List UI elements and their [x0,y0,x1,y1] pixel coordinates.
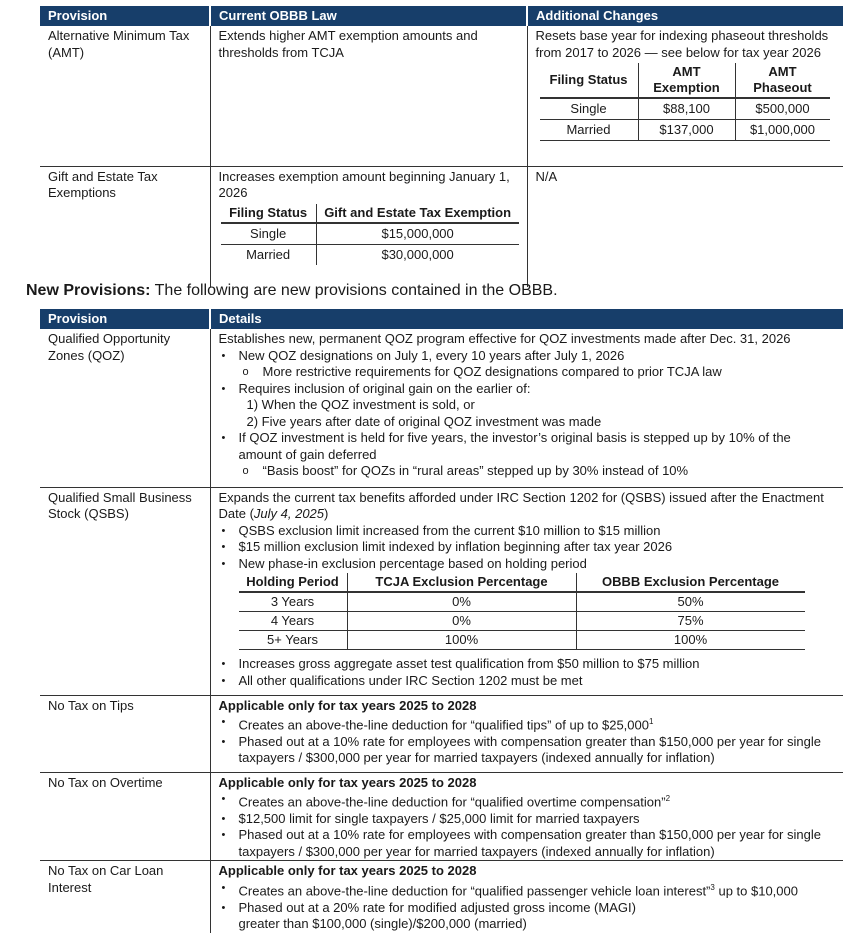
carloan-continuation: greater than $100,000 (single)/$200,000 (married) [238,916,527,932]
qsbs-sub-header-holding: Holding Period [239,573,348,592]
list-item: • $15 million exclusion limit indexed by inflation beginning after tax year 2026 [239,539,836,556]
col-header-additional-changes: Additional Changes [527,6,843,26]
gift-provision: Gift and Estate Tax Exemptions [48,168,158,200]
tips-heading: Applicable only for tax years 2025 to 2028 [218,697,477,713]
qoz-intro: Establishes new, permanent QOZ program effective for QOZ investments made after Dec. 31, 2026 [218,331,791,346]
amt-sub-header-phaseout: AMT Phaseout [735,63,830,98]
carloan-bullet-list [219,880,836,916]
gift-subtable-header [221,204,519,223]
qsbs-sub-cell: 5+ Years [239,631,348,650]
new-provisions-table [40,309,843,933]
qsbs-bullet-list-2 [219,656,836,689]
col-header-details: Details [210,309,843,329]
existing-provisions-table [40,6,843,287]
qoz-details [210,329,843,487]
numbered-item: 2) Five years after date of original QOZ investment was made [246,413,602,429]
amt-sub-cell: $137,000 [638,120,735,141]
sub-list-item: o More restrictive requirements for QOZ designations compared to prior TCJA law [263,364,836,381]
tips-details [210,695,843,772]
qsbs-sub-header-tcja: TCJA Exclusion Percentage [347,573,576,592]
qsbs-sub-cell: 100% [347,631,576,650]
qsbs-sub-cell: 0% [347,612,576,631]
amt-subtable [540,63,830,141]
numbered-item: 1) When the QOZ investment is sold, or [246,397,475,412]
amt-sub-row [540,98,830,120]
qsbs-sub-row [239,631,805,650]
amt-subtable-header [540,63,830,98]
list-item-text: If QOZ investment is held for five years, the investor’s original basis is stepped up by 10% of the amount of gain deferred [238,430,791,462]
list-item-text: Creates an above-the-line deduction for “qualified passenger vehicle loan interest” [238,883,711,899]
qsbs-sub-cell: 4 Years [239,612,348,631]
list-item [239,880,836,900]
list-item-text: New QOZ designations on July 1, every 10 years after July 1, 2026 [238,347,625,363]
list-item-text-rest: up to $10,000 [714,883,798,899]
tips-bullet-list [219,714,836,767]
qsbs-sub-row [239,592,805,612]
qsbs-intro-close: ) [324,506,329,521]
table-header-row [40,6,843,26]
amt-sub-row [540,120,830,141]
gift-sub-row [221,244,519,265]
list-item [239,714,836,734]
list-item-text: Phased out at a 20% rate for modified adjusted gross income (MAGI) [238,899,636,915]
overtime-details [210,772,843,861]
gift-sub-cell: Single [221,223,317,245]
qsbs-intro-text: Expands the current tax benefits afforded under IRC Section 1202 for (QSBS) issued after the Enactment Date ( [218,489,824,521]
overtime-heading: Applicable only for tax years 2025 to 2028 [218,774,477,790]
carloan-details [210,861,843,933]
list-item [239,381,836,431]
amt-additional [527,26,843,166]
table-row-car-loan [40,861,843,933]
gift-sub-cell: Married [221,244,317,265]
list-item: • QSBS exclusion limit increased from the current $10 million to $15 million [239,523,836,540]
qsbs-sub-cell: 50% [576,592,805,612]
qsbs-bullet-list [219,523,836,573]
sub-bullet-list [239,463,836,480]
amt-sub-header-filing: Filing Status [540,63,639,98]
gift-sub-row [221,223,519,245]
qsbs-sub-cell: 100% [576,631,805,650]
qsbs-intro [219,490,836,523]
qsbs-sub-cell: 0% [347,592,576,612]
list-item [239,348,836,381]
amt-additional-text: Resets base year for indexing phaseout thresholds from 2017 to 2026 — see below for tax year 2026 [535,28,829,60]
qsbs-sub-cell: 75% [576,612,805,631]
list-item-text: Creates an above-the-line deduction for “qualified tips” of up to $25,000 [238,717,649,733]
qsbs-sub-header-obbb: OBBB Exclusion Percentage [576,573,805,592]
list-item-text: Requires inclusion of original gain on the earlier of: [238,380,531,396]
list-item-text: Creates an above-the-line deduction for “qualified overtime compensation” [238,794,666,810]
carloan-heading: Applicable only for tax years 2025 to 2028 [218,863,477,879]
amt-sub-cell: $88,100 [638,98,735,120]
qsbs-provision: Qualified Small Business Stock (QSBS) [40,487,210,695]
section-title-bold: New Provisions: [26,282,151,299]
gift-sub-header-filing: Filing Status [221,204,317,223]
qoz-bullet-list [219,348,836,480]
footnote-marker: 2 [665,794,671,803]
gift-subtable [221,204,519,265]
gift-current-text: Increases exemption amount beginning January 1, 2026 [218,168,510,200]
amt-sub-cell: Single [540,98,639,120]
gift-sub-header-exemption: Gift and Estate Tax Exemption [316,204,518,223]
amt-sub-cell: Married [540,120,639,141]
section-title-text: The following are new provisions contained in the OBBB. [150,282,558,299]
gift-additional: N/A [527,166,843,287]
gift-sub-cell: $30,000,000 [316,244,518,265]
list-item: • Increases gross aggregate asset test qualification from $50 million to $75 million [239,656,836,673]
table-row-overtime [40,772,843,861]
list-item [239,900,836,917]
list-item: • $12,500 limit for single taxpayers / $25,000 limit for married taxpayers [239,811,836,828]
qsbs-details [210,487,843,695]
qsbs-sub-cell: 3 Years [239,592,348,612]
qsbs-subtable-header [239,573,805,592]
section-title [26,281,558,301]
table-row-gift-estate [40,166,843,287]
col-header-provision: Provision [40,6,210,26]
qsbs-enactment-date: July 4, 2025 [253,506,325,521]
qoz-provision: Qualified Opportunity Zones (QOZ) [40,329,210,487]
amt-provision: Alternative Minimum Tax (AMT) [40,26,210,166]
col-header-current-law: Current OBBB Law [210,6,527,26]
gift-current [210,166,527,287]
overtime-provision: No Tax on Overtime [40,772,210,861]
footnote-marker: 3 [710,882,715,892]
amt-sub-header-exemption: AMT Exemption [638,63,735,98]
table-row-qoz [40,329,843,487]
list-item: • All other qualifications under IRC Section 1202 must be met [239,673,836,690]
table-header-row [40,309,843,329]
list-item [239,430,836,480]
carloan-provision: No Tax on Car Loan Interest [48,863,164,895]
tips-provision: No Tax on Tips [40,695,210,772]
col-header-provision: Provision [40,309,210,329]
amt-sub-cell: $1,000,000 [735,120,830,141]
table-row-qsbs [40,487,843,695]
list-item [239,791,836,811]
overtime-bullet-list [219,791,836,860]
amt-sub-cell: $500,000 [735,98,830,120]
table-row-tips [40,695,843,772]
sub-list-item: o “Basis boost” for QOZs in “rural areas” stepped up by 30% instead of 10% [263,463,836,480]
list-item: • Phased out at a 10% rate for employees with compensation greater than $150,000 per year for single taxpayers / $300,000 per year for married taxpayers (indexed annually for inflation) [239,827,836,860]
qsbs-subtable [239,573,805,650]
gift-sub-cell: $15,000,000 [316,223,518,245]
table-row-amt [40,26,843,166]
footnote-marker: 1 [648,717,654,726]
qsbs-sub-row [239,612,805,631]
sub-bullet-list [239,364,836,381]
list-item: • Phased out at a 10% rate for employees with compensation greater than $150,000 per year for single taxpayers / $300,000 per year for married taxpayers (indexed annually for inflation) [239,734,836,767]
amt-current: Extends higher AMT exemption amounts and thresholds from TCJA [210,26,527,166]
list-item: • New phase-in exclusion percentage based on holding period [239,556,836,573]
